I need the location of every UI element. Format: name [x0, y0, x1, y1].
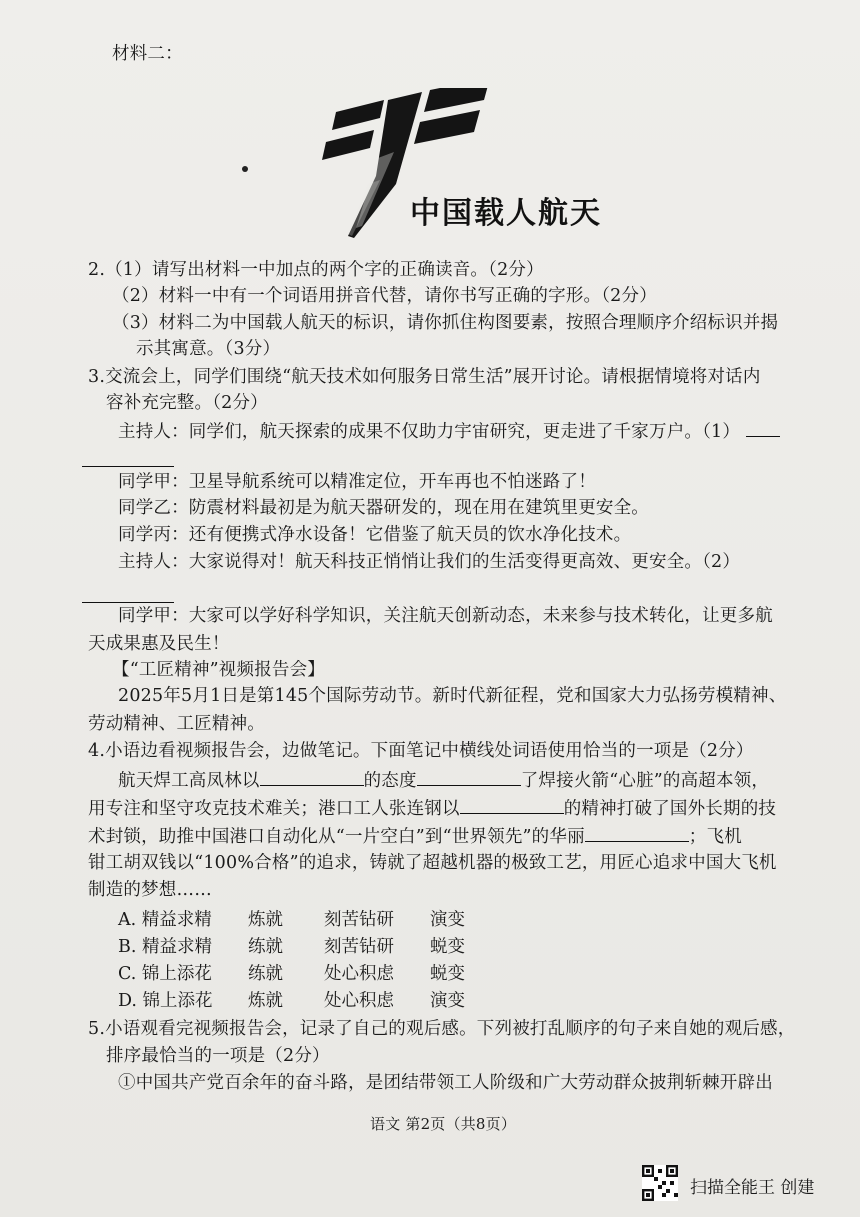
q4-blank-1[interactable] — [260, 767, 364, 786]
section-title: 【“工匠精神”视频报告会】 — [112, 660, 325, 680]
option-word: 蜕变 — [430, 964, 465, 984]
answer-blank-1a[interactable] — [746, 418, 780, 437]
option-letter-word: D. 锦上添花 — [118, 991, 213, 1011]
q4-blank-2[interactable] — [417, 767, 521, 786]
option-word: 演变 — [430, 910, 465, 930]
option-letter-word: C. 锦上添花 — [118, 964, 212, 984]
q5-stem-line2: 排序最恰当的一项是（2分） — [106, 1046, 330, 1066]
q3-line2: 容补充完整。（2分） — [106, 393, 268, 413]
q5-stem-line1: 5.小语观看完视频报告会，记录了自己的观后感。下列被打乱顺序的句子来自她的观后感， — [88, 1019, 796, 1039]
logo-text: 中国载人航天 — [410, 196, 602, 231]
option-letter-word: B. 精益求精 — [118, 937, 212, 957]
q4-blank-4[interactable] — [585, 823, 689, 842]
q4-passage-line5: 制造的梦想…… — [88, 880, 212, 900]
option-word: 炼就 — [248, 991, 283, 1011]
option-word: 炼就 — [248, 910, 283, 930]
q2-part1: 2.（1）请写出材料一中加点的两个字的正确读音。（2分） — [88, 260, 544, 280]
answer-blank-1b[interactable] — [82, 448, 174, 467]
q2-part3-line1: （3）材料二为中国载人航天的标识，请你抓住构图要素，按照合理顺序介绍标识并揭 — [112, 313, 779, 333]
passage-text: 术封锁，助推中国港口自动化从“一片空白”到“世界领先”的华丽 — [88, 827, 585, 847]
q4-blank-3[interactable] — [460, 795, 564, 814]
option-word: 处心积虑 — [324, 991, 394, 1011]
q2-part3-line2: 示其寓意。（3分） — [136, 339, 281, 359]
passage-text: 了焊接火箭“心脏”的高超本领， — [520, 771, 770, 791]
decorative-dot — [242, 166, 248, 172]
page-footer: 语文 第2页（共8页） — [370, 1115, 517, 1133]
option-word: 练就 — [248, 964, 283, 984]
section-intro-line1: 2025年5月1日是第145个国际劳动节。新时代新征程，党和国家大力弘扬劳模精神、 — [118, 686, 787, 706]
option-letter-word: A. 精益求精 — [118, 910, 212, 930]
passage-text: 的态度 — [363, 771, 417, 791]
q4-stem: 4.小语边看视频报告会，边做笔记。下面笔记中横线处词语使用恰当的一项是（2分） — [88, 741, 754, 761]
option-word: 处心积虑 — [324, 964, 394, 984]
material-two-heading: 材料二： — [112, 44, 183, 64]
q4-passage-line3 — [88, 823, 742, 849]
option-word: 蜕变 — [430, 937, 465, 957]
option-word: 演变 — [430, 991, 465, 1011]
answer-blank-2[interactable] — [82, 584, 174, 603]
passage-text: 的精神打破了国外长期的技 — [563, 799, 777, 819]
option-word: 刻苦钻研 — [324, 937, 394, 957]
q4-passage-line2 — [88, 795, 776, 821]
passage-text: 用专注和坚守攻克技术难关；港口工人张连钢以 — [88, 799, 460, 819]
q5-sentence-1: ①中国共产党百余年的奋斗路，是团结带领工人阶级和广大劳动群众披荆斩棘开辟出 — [118, 1073, 773, 1093]
q3-host-line1 — [118, 418, 780, 444]
q3-student-a2-line1: 同学甲：大家可以学好科学知识，关注航天创新动态，未来参与技术转化，让更多航 — [118, 606, 773, 626]
option-word: 练就 — [248, 937, 283, 957]
section-intro-line2: 劳动精神、工匠精神。 — [88, 714, 265, 734]
q2-part2: （2）材料一中有一个词语用拼音代替，请你书写正确的字形。（2分） — [112, 286, 657, 306]
q3-student-c: 同学丙：还有便携式净水设备！它借鉴了航天员的饮水净化技术。 — [118, 525, 632, 545]
q3-student-b: 同学乙：防震材料最初是为航天器研发的，现在用在建筑里更安全。 — [118, 498, 649, 518]
q3-student-a: 同学甲：卫星导航系统可以精准定位，开车再也不怕迷路了！ — [118, 472, 596, 492]
china-manned-space-logo — [318, 88, 618, 248]
q4-passage-line4: 钳工胡双钱以“100%合格”的追求，铸就了超越机器的极致工艺，用匠心追求中国大飞机 — [88, 853, 777, 873]
qr-code-icon — [642, 1165, 678, 1201]
host-speech-1: 主持人：同学们，航天探索的成果不仅助力宇宙研究，更走进了千家万户。（1） — [118, 422, 741, 442]
q3-line1: 3.交流会上，同学们围绕“航天技术如何服务日常生活”展开讨论。请根据情境将对话内 — [88, 367, 761, 387]
option-word: 刻苦钻研 — [324, 910, 394, 930]
q3-student-a2-line2: 天成果惠及民生！ — [88, 634, 230, 654]
q4-passage-line1 — [118, 767, 769, 793]
passage-text: ；飞机 — [688, 827, 742, 847]
q3-host-line2: 主持人：大家说得对！航天科技正悄悄让我们的生活变得更高效、更安全。（2） — [118, 552, 741, 572]
watermark-text: 扫描全能王 创建 — [690, 1178, 815, 1198]
scanner-watermark — [642, 1165, 852, 1205]
passage-text: 航天焊工高凤林以 — [118, 771, 260, 791]
